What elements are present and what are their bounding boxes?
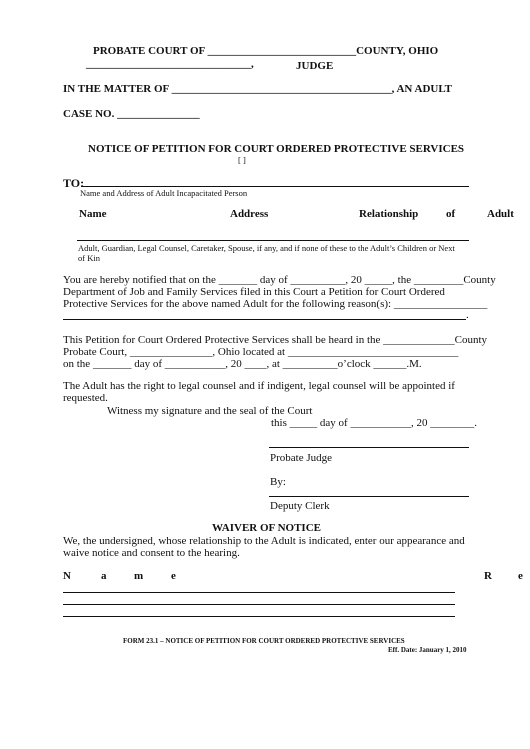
case-number-line: CASE NO. _______________ (63, 108, 200, 120)
column-relationship: Relationship (359, 208, 419, 220)
to-label-text: TO (63, 176, 81, 190)
probate-judge-label: Probate Judge (270, 452, 333, 464)
to-caption: Name and Address of Adult Incapacitated Person (80, 188, 248, 198)
waiver-column-name-n: N (63, 570, 71, 582)
to-colon: : (80, 176, 85, 190)
hearing-line1: This Petition for Court Ordered Protective Services shall be heard in the _____________County (63, 334, 488, 346)
column-of: of (446, 208, 456, 220)
roles-note-line2: of Kin (78, 253, 100, 263)
waiver-column-right-r: R (484, 570, 492, 582)
waiver-heading: WAIVER OF NOTICE (212, 522, 321, 534)
notice-line3: Protective Services for the above named Adult for the following reason(s): _________________ (63, 298, 488, 310)
court-line: PROBATE COURT OF ___________________________COUNTY, OHIO (93, 45, 439, 57)
column-name: Name (79, 208, 107, 220)
counsel-line1: The Adult has the right to legal counsel and if indigent, legal counsel will be appointed if (63, 380, 455, 392)
waiver-signature-line-1 (63, 592, 455, 593)
waiver-line1: We, the undersigned, whose relationship to the Adult is indicated, enter our appearance and (63, 535, 465, 547)
to-name-line (81, 186, 469, 187)
waiver-column-name-a: a (101, 570, 107, 582)
waiver-column-name-e: e (171, 570, 176, 582)
waiver-column-right-e: e (518, 570, 523, 582)
matter-line: IN THE MATTER OF ________________________________________, AN ADULT (63, 83, 453, 95)
footer-form-title: FORM 23.1 – NOTICE OF PETITION FOR COURT ORDERED PROTECTIVE SERVICES (123, 637, 405, 645)
judge-name-line: ______________________________, (86, 58, 254, 70)
reasons-line (63, 319, 466, 320)
witness-statement: Witness my signature and the seal of the Court (107, 405, 313, 417)
column-adult: Adult (487, 208, 514, 220)
by-label: By: (270, 476, 286, 488)
hearing-line2: Probate Court, _______________, Ohio located at _______________________________ (63, 346, 459, 358)
notice-line1: You are hereby notified that on the _______ day of __________, 20 _____, the _________County (63, 274, 496, 286)
reasons-period: . (466, 309, 469, 321)
recipients-line (77, 240, 469, 241)
clerk-signature-line (269, 496, 469, 497)
judge-signature-line (269, 447, 469, 448)
waiver-line2: waive notice and consent to the hearing. (63, 547, 240, 559)
counsel-line2: requested. (63, 392, 108, 404)
document-title: NOTICE OF PETITION FOR COURT ORDERED PROTECTIVE SERVICES (88, 143, 465, 155)
waiver-signature-line-2 (63, 604, 455, 605)
waiver-signature-line-3 (63, 616, 455, 617)
deputy-clerk-label: Deputy Clerk (270, 500, 330, 512)
column-address: Address (230, 208, 269, 220)
footer-effective-date: Eff. Date: January 1, 2010 (388, 646, 467, 654)
signature-date-line: this _____ day of ___________, 20 ________. (271, 417, 477, 429)
judge-label: JUDGE (296, 60, 334, 72)
hearing-line3: on the _______ day of ___________, 20 ____, at __________o’clock ______.M. (63, 358, 422, 370)
waiver-column-name-m: m (134, 570, 144, 582)
roles-note-line1: Adult, Guardian, Legal Counsel, Caretaker, Spouse, if any, and if none of these to the Adult’s Children or Next (78, 243, 455, 253)
notice-line2: Department of Job and Family Services filed in this Court a Petition for Court Ordered (63, 286, 445, 298)
checkbox-marker: [ ] (238, 155, 246, 165)
